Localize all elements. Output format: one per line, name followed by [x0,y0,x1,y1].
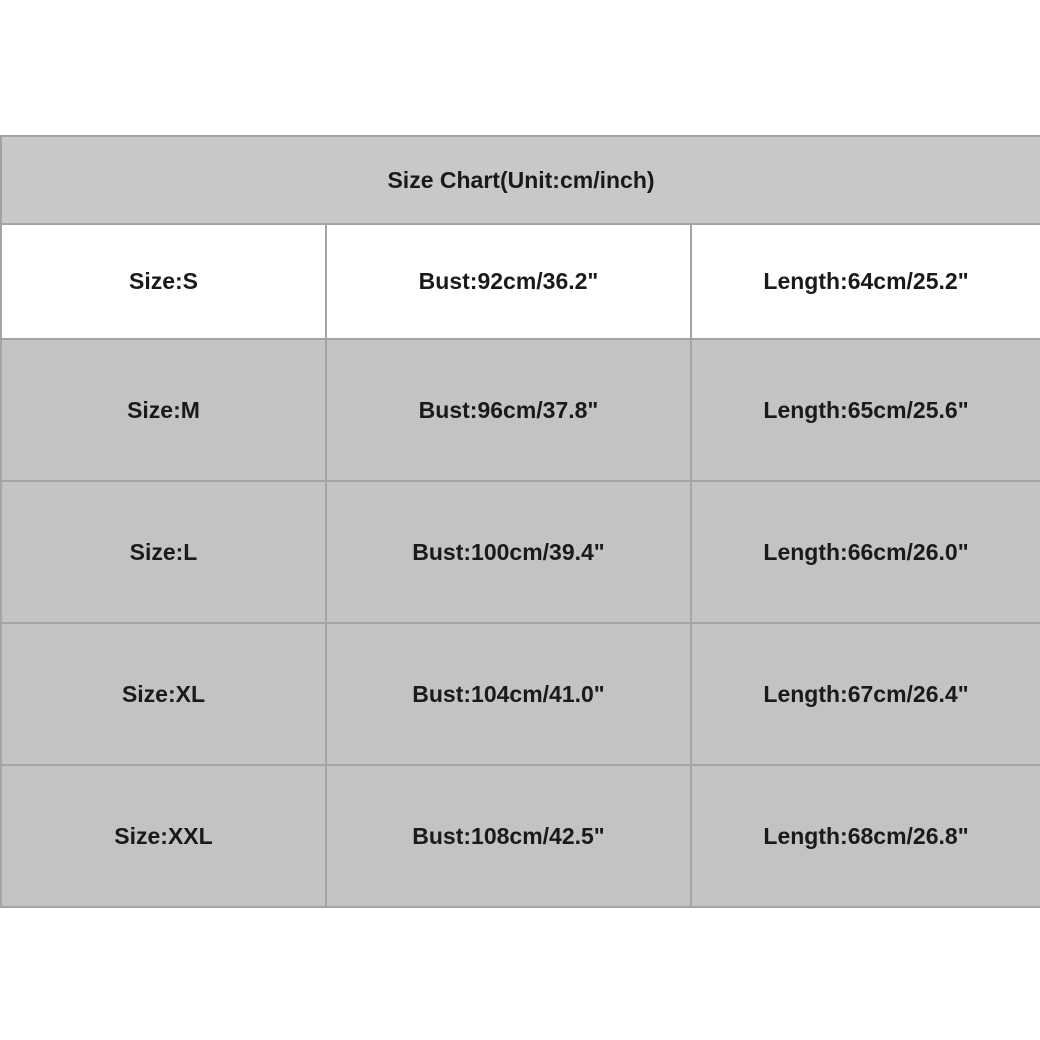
bust-cell: Bust:92cm/36.2" [326,224,691,339]
table-row [1,224,1040,339]
length-cell: Length:67cm/26.4" [691,623,1040,765]
bust-cell: Bust:104cm/41.0" [326,623,691,765]
bust-cell: Bust:108cm/42.5" [326,765,691,907]
table-row [1,481,1040,623]
size-cell: Size:XL [1,623,326,765]
table-row [1,623,1040,765]
size-cell: Size:S [1,224,326,339]
size-cell: Size:M [1,339,326,481]
table-row [1,765,1040,907]
size-cell: Size:XXL [1,765,326,907]
size-chart-table [0,135,1040,908]
size-cell: Size:L [1,481,326,623]
length-cell: Length:64cm/25.2" [691,224,1040,339]
length-cell: Length:68cm/26.8" [691,765,1040,907]
bust-cell: Bust:96cm/37.8" [326,339,691,481]
table-row [1,339,1040,481]
size-chart-title: Size Chart(Unit:cm/inch) [1,136,1040,224]
length-cell: Length:66cm/26.0" [691,481,1040,623]
size-chart-title-row [1,136,1040,224]
bust-cell: Bust:100cm/39.4" [326,481,691,623]
length-cell: Length:65cm/25.6" [691,339,1040,481]
